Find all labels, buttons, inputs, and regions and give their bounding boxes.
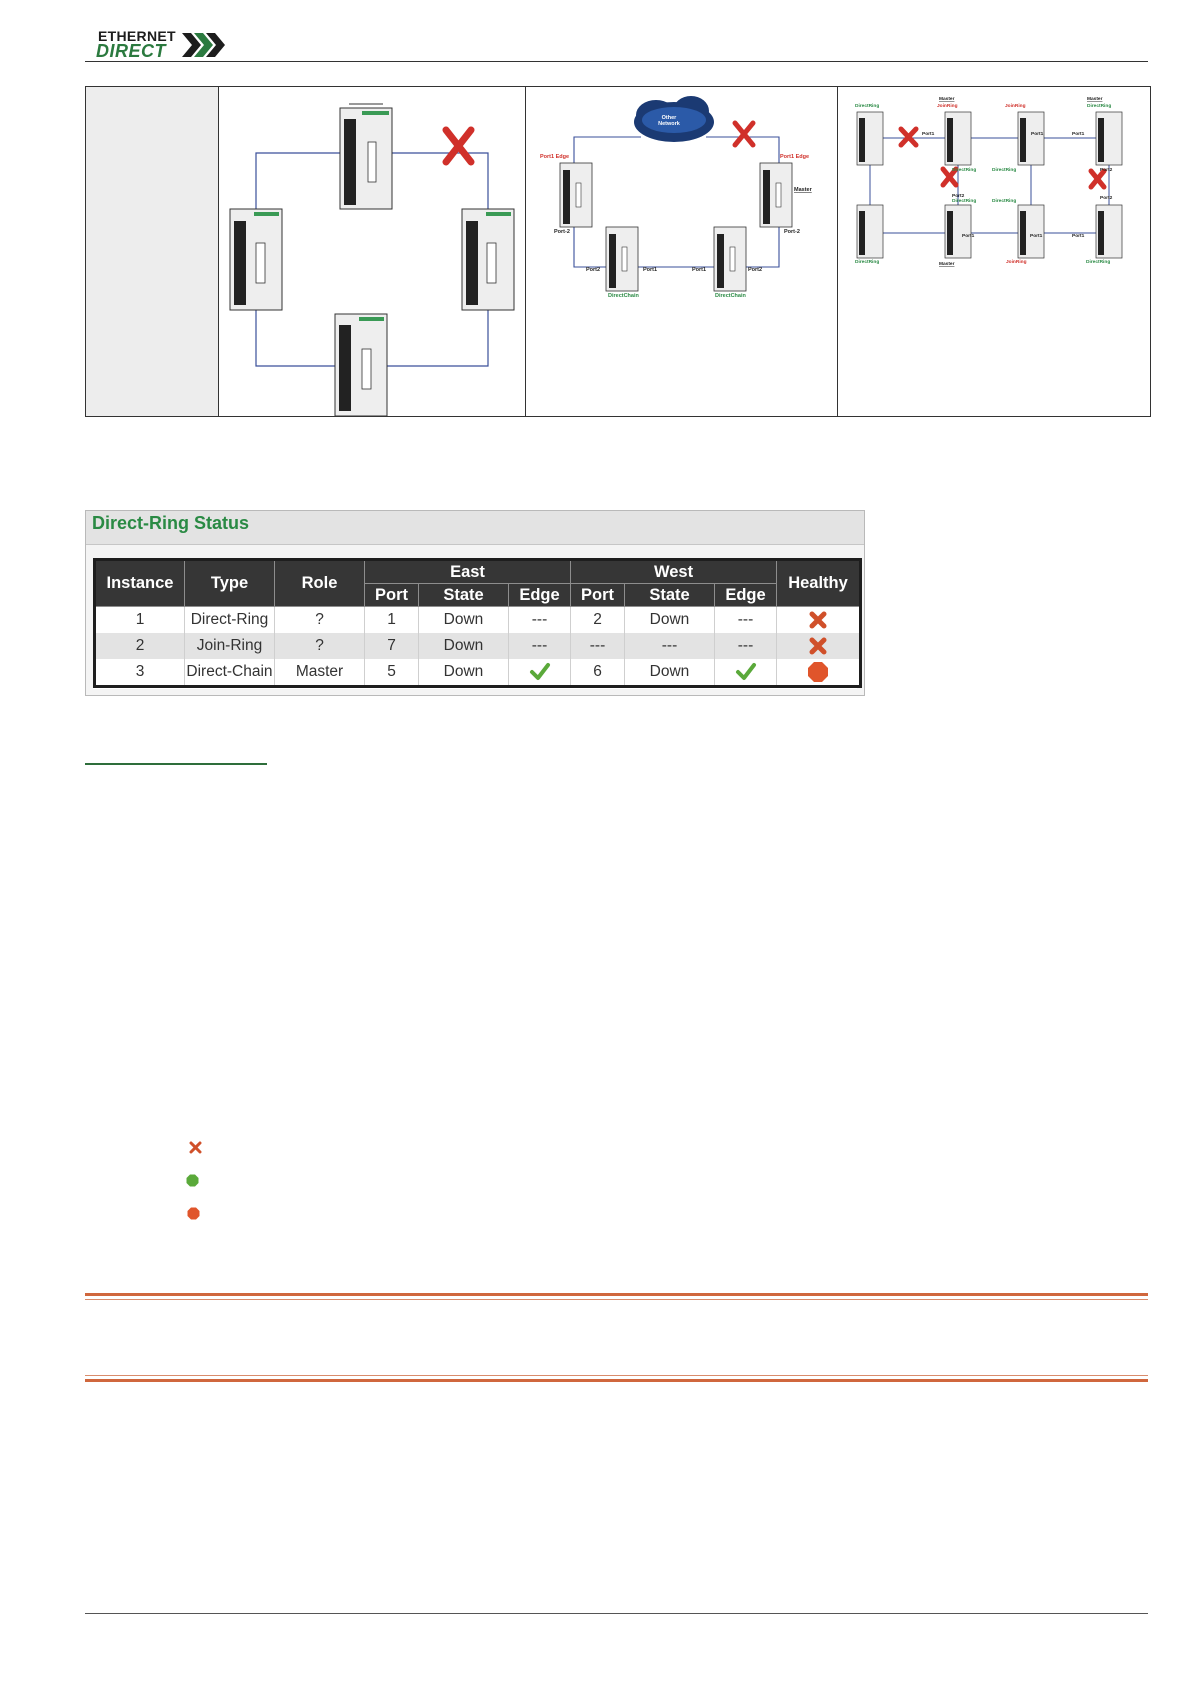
cell-healthy	[777, 659, 861, 687]
error-x-icon	[808, 636, 828, 656]
cell-east-edge: ---	[509, 633, 571, 659]
svg-text:Port1 Edge: Port1 Edge	[780, 154, 810, 160]
svg-text:DirectRing: DirectRing	[992, 199, 1017, 204]
ring-diagram-cell	[219, 87, 526, 416]
svg-text:Port2: Port2	[1100, 168, 1113, 173]
cell-west-state: Down	[625, 659, 715, 687]
cell-east-state: Down	[419, 659, 509, 687]
cell-east-port: 1	[365, 607, 419, 634]
note-bottom-rule	[85, 1375, 1148, 1382]
link-broken-x-icon	[446, 130, 471, 162]
cell-west-edge: ---	[715, 633, 777, 659]
direct-ring-status-panel	[85, 510, 865, 696]
switch-top	[340, 108, 392, 209]
svg-text:Port2: Port2	[748, 267, 763, 273]
logo-line2: DIRECT	[96, 41, 166, 61]
svg-text:DirectRing: DirectRing	[952, 199, 977, 204]
cell-east-edge: ---	[509, 607, 571, 634]
table-row	[95, 633, 861, 659]
link-broken-x-icon	[735, 123, 753, 145]
svg-text:Master: Master	[1087, 97, 1103, 102]
orange-hexagon-icon	[807, 661, 829, 683]
header-east: East	[365, 560, 571, 584]
chain-diagram	[526, 87, 837, 416]
figure-label-cell	[86, 87, 219, 416]
cell-role: ?	[275, 633, 365, 659]
check-icon	[735, 662, 757, 682]
svg-text:Port1: Port1	[1072, 132, 1085, 137]
switch-right	[760, 163, 792, 227]
svg-text:Port-2: Port-2	[784, 229, 800, 235]
cell-role: ?	[275, 607, 365, 634]
svg-text:DirectChain: DirectChain	[608, 293, 639, 299]
svg-text:Port-2: Port-2	[554, 229, 570, 235]
header-east-port: Port	[365, 584, 419, 607]
svg-text:DirectRing: DirectRing	[855, 104, 880, 109]
cell-instance: 2	[95, 633, 185, 659]
svg-text:JoinRing: JoinRing	[1005, 104, 1026, 109]
cloud-icon	[634, 96, 714, 142]
status-title-bar	[86, 511, 864, 545]
svg-text:Port1: Port1	[962, 234, 975, 239]
svg-text:Port1: Port1	[922, 132, 935, 137]
svg-text:Master: Master	[939, 262, 955, 267]
status-title: Direct-Ring Status	[92, 513, 250, 533]
cell-west-edge: ---	[715, 607, 777, 634]
footer-rule	[85, 1613, 1148, 1614]
svg-text:Port1 Edge: Port1 Edge	[540, 154, 570, 160]
chain-diagram-cell	[526, 87, 838, 416]
cell-east-port: 7	[365, 633, 419, 659]
cell-east-edge	[509, 659, 571, 687]
svg-text:Master: Master	[794, 187, 812, 193]
section-underline	[85, 763, 267, 765]
cell-west-edge	[715, 659, 777, 687]
svg-text:Port1: Port1	[643, 267, 658, 273]
svg-text:Other: Other	[661, 115, 677, 121]
header-west-state: State	[625, 584, 715, 607]
cell-instance: 3	[95, 659, 185, 687]
ring-diagram	[219, 87, 525, 416]
header-east-edge: Edge	[509, 584, 571, 607]
svg-text:Master: Master	[939, 97, 955, 102]
cell-east-state: Down	[419, 633, 509, 659]
error-x-icon	[808, 610, 828, 630]
header-west-edge: Edge	[715, 584, 777, 607]
table-row	[95, 659, 861, 687]
cell-healthy	[777, 633, 861, 659]
check-icon	[529, 662, 551, 682]
cell-west-state: Down	[625, 607, 715, 634]
switch-bottom-left	[606, 227, 638, 291]
svg-text:Port1: Port1	[1031, 132, 1044, 137]
cell-east-port: 5	[365, 659, 419, 687]
red-x-icon	[189, 1141, 202, 1154]
cell-west-port: 6	[571, 659, 625, 687]
svg-text:DirectRing: DirectRing	[992, 168, 1017, 173]
header-east-state: State	[419, 584, 509, 607]
cell-west-port: 2	[571, 607, 625, 634]
header-instance: Instance	[95, 560, 185, 607]
figure-table	[85, 86, 1151, 417]
switch-bottom	[335, 314, 387, 416]
green-hexagon-icon	[186, 1174, 199, 1187]
logo-chevrons-icon	[182, 31, 232, 59]
cell-role: Master	[275, 659, 365, 687]
svg-text:Port2: Port2	[586, 267, 601, 273]
switch-left	[560, 163, 592, 227]
svg-text:Network: Network	[658, 121, 680, 127]
svg-text:JoinRing: JoinRing	[937, 104, 958, 109]
header-type: Type	[185, 560, 275, 607]
cell-west-state: ---	[625, 633, 715, 659]
cell-type: Direct-Ring	[185, 607, 275, 634]
logo-line1: ETHERNET	[98, 28, 176, 44]
svg-text:JoinRing: JoinRing	[1006, 260, 1027, 265]
svg-text:Port2: Port2	[1100, 196, 1113, 201]
header-west: West	[571, 560, 777, 584]
cell-healthy	[777, 607, 861, 634]
svg-text:Port1: Port1	[1030, 234, 1043, 239]
svg-text:Port1: Port1	[692, 267, 707, 273]
switch-bottom-right	[714, 227, 746, 291]
svg-text:DirectChain: DirectChain	[715, 293, 746, 299]
svg-text:DirectRing: DirectRing	[952, 168, 977, 173]
ethernet-direct-logo	[96, 28, 231, 62]
svg-text:DirectRing: DirectRing	[1087, 104, 1112, 109]
cell-instance: 1	[95, 607, 185, 634]
header-role: Role	[275, 560, 365, 607]
direct-ring-status-table	[93, 558, 862, 688]
cell-type: Join-Ring	[185, 633, 275, 659]
svg-text:DirectRing: DirectRing	[855, 260, 880, 265]
header-west-port: Port	[571, 584, 625, 607]
header-healthy: Healthy	[777, 560, 861, 607]
svg-text:Port1: Port1	[1072, 234, 1085, 239]
svg-text:DirectRing: DirectRing	[1086, 260, 1111, 265]
cell-west-port: ---	[571, 633, 625, 659]
switch-right	[462, 209, 514, 310]
svg-text:Port2: Port2	[952, 194, 965, 199]
table-row	[95, 607, 861, 634]
join-ring-diagram-cell	[838, 87, 1150, 416]
note-top-rule	[85, 1293, 1148, 1300]
status-table-wrap	[93, 558, 857, 689]
cell-type: Direct-Chain	[185, 659, 275, 687]
header-rule	[85, 61, 1148, 62]
orange-hexagon-icon	[187, 1207, 200, 1220]
join-ring-diagram	[838, 87, 1149, 416]
switch-left	[230, 209, 282, 310]
cell-east-state: Down	[419, 607, 509, 634]
